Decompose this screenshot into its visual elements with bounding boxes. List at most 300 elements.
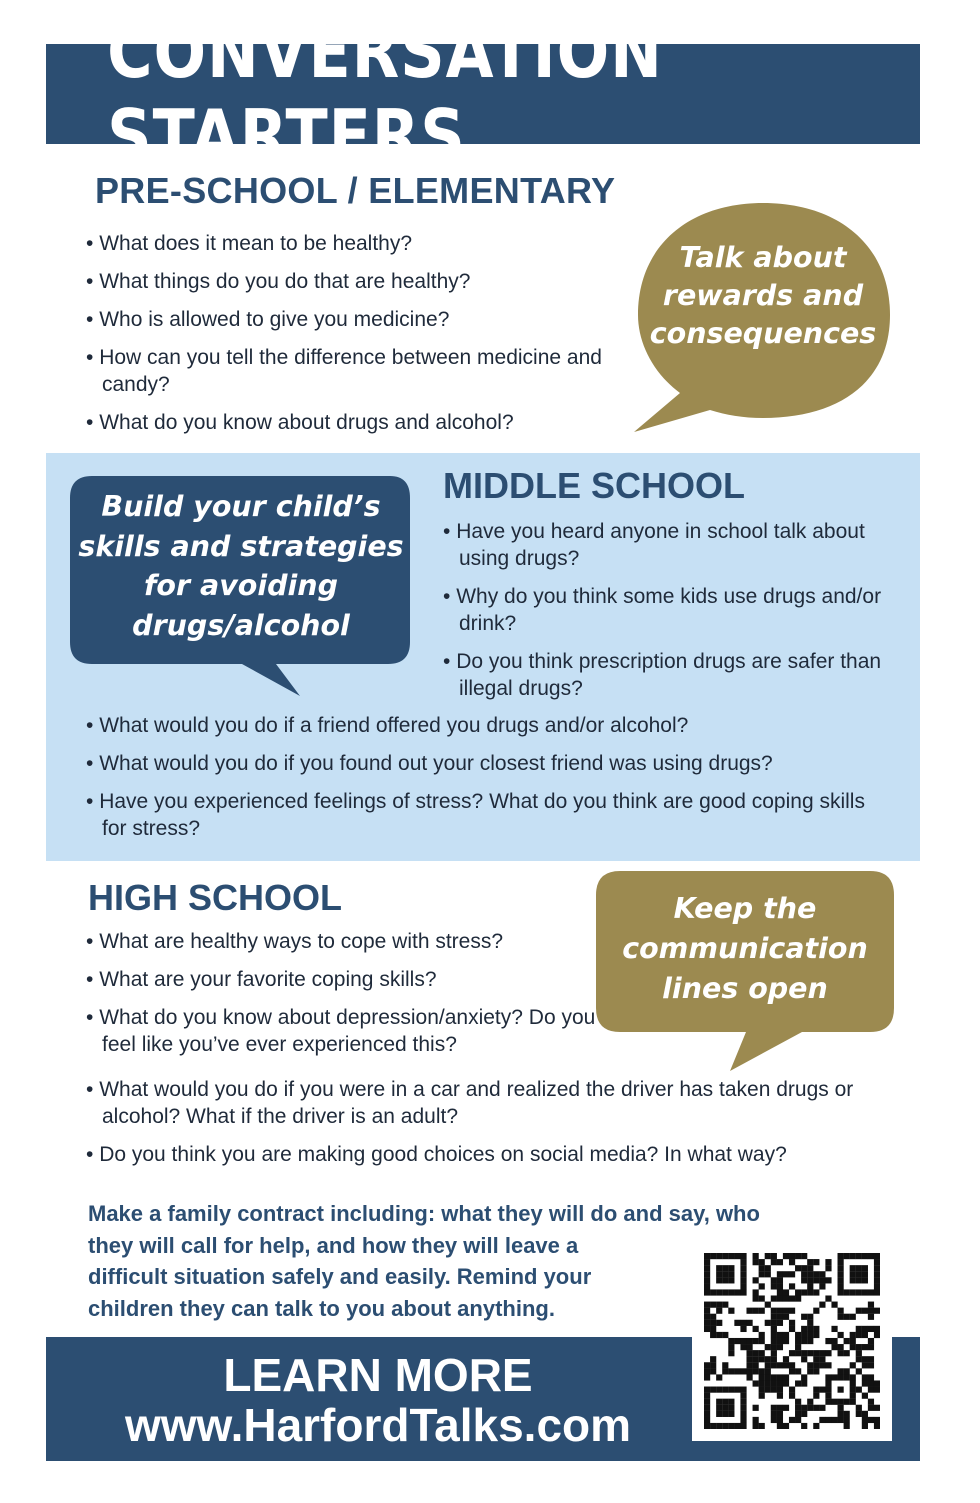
qr-module bbox=[710, 1302, 716, 1308]
qr-module bbox=[734, 1320, 740, 1326]
bubble-communication-text bbox=[596, 889, 894, 1009]
qr-module bbox=[789, 1350, 795, 1356]
qr-module bbox=[801, 1356, 807, 1362]
qr-module bbox=[813, 1326, 819, 1332]
list-item: • What would you do if a friend offered you drugs and/or alcohol? bbox=[86, 712, 896, 739]
qr-module bbox=[722, 1271, 728, 1277]
bubble-line: rewards and bbox=[662, 278, 864, 312]
qr-module bbox=[704, 1253, 710, 1259]
qr-module bbox=[771, 1362, 777, 1368]
qr-module bbox=[850, 1277, 856, 1283]
qr-module bbox=[819, 1277, 825, 1283]
list-item: • What do you know about drugs and alcohol? bbox=[86, 409, 606, 436]
qr-module bbox=[783, 1253, 789, 1259]
qr-module bbox=[777, 1374, 783, 1380]
qr-module bbox=[722, 1362, 728, 1368]
qr-module bbox=[771, 1387, 777, 1393]
qr-module bbox=[704, 1399, 710, 1405]
list-item: • What would you do if you were in a car and realized the driver has taken drugs or alcohol? What if the driver is an adult? bbox=[86, 1076, 902, 1130]
qr-module bbox=[777, 1387, 783, 1393]
bubble-line: drugs/alcohol bbox=[132, 608, 350, 642]
qr-module bbox=[874, 1253, 880, 1259]
qr-module bbox=[801, 1411, 807, 1417]
qr-module bbox=[838, 1253, 844, 1259]
qr-module bbox=[813, 1368, 819, 1374]
qr-module bbox=[777, 1320, 783, 1326]
qr-module bbox=[746, 1368, 752, 1374]
qr-module bbox=[771, 1338, 777, 1344]
qr-module bbox=[874, 1271, 880, 1277]
qr-module bbox=[710, 1423, 716, 1429]
qr-module bbox=[753, 1295, 759, 1301]
qr-module bbox=[704, 1417, 710, 1423]
qr-module bbox=[704, 1302, 710, 1308]
qr-module bbox=[734, 1253, 740, 1259]
qr-module bbox=[813, 1356, 819, 1362]
qr-module bbox=[704, 1289, 710, 1295]
qr-module bbox=[783, 1338, 789, 1344]
qr-module bbox=[807, 1368, 813, 1374]
qr-module bbox=[831, 1344, 837, 1350]
contract-line: children they can talk to you about anything. bbox=[88, 1295, 555, 1321]
qr-module bbox=[783, 1356, 789, 1362]
qr-module bbox=[856, 1350, 862, 1356]
list-item: • How can you tell the difference between medicine and candy? bbox=[86, 344, 606, 398]
qr-module bbox=[789, 1271, 795, 1277]
list-item: • Why do you think some kids use drugs and/or drink? bbox=[443, 583, 883, 637]
qr-module bbox=[795, 1253, 801, 1259]
qr-module bbox=[734, 1368, 740, 1374]
qr-module bbox=[710, 1332, 716, 1338]
list-item: • Who is allowed to give you medicine? bbox=[86, 306, 606, 333]
qr-module bbox=[807, 1362, 813, 1368]
qr-module bbox=[759, 1393, 765, 1399]
qr-module bbox=[862, 1326, 868, 1332]
qr-module bbox=[740, 1320, 746, 1326]
qr-module bbox=[813, 1387, 819, 1393]
qr-module bbox=[777, 1314, 783, 1320]
qr-module bbox=[740, 1387, 746, 1393]
qr-module bbox=[753, 1277, 759, 1283]
qr-module bbox=[716, 1387, 722, 1393]
qr-module bbox=[831, 1374, 837, 1380]
bubble-line: Keep the bbox=[673, 892, 817, 925]
qr-module bbox=[783, 1289, 789, 1295]
qr-module bbox=[813, 1423, 819, 1429]
qr-module bbox=[746, 1320, 752, 1326]
qr-module bbox=[856, 1308, 862, 1314]
qr-module bbox=[728, 1344, 734, 1350]
qr-module bbox=[850, 1271, 856, 1277]
list-item: • Have you experienced feelings of stress? What do you think are good coping skills for stress? bbox=[86, 788, 872, 842]
qr-module bbox=[777, 1283, 783, 1289]
qr-module bbox=[704, 1283, 710, 1289]
qr-module bbox=[838, 1283, 844, 1289]
qr-module bbox=[704, 1387, 710, 1393]
qr-module bbox=[740, 1326, 746, 1332]
qr-module bbox=[765, 1271, 771, 1277]
bubble-line: skills and strategies bbox=[78, 529, 404, 563]
qr-module bbox=[789, 1417, 795, 1423]
qr-module bbox=[825, 1362, 831, 1368]
qr-module bbox=[795, 1411, 801, 1417]
qr-module bbox=[862, 1344, 868, 1350]
qr-module bbox=[789, 1283, 795, 1289]
qr-module bbox=[722, 1277, 728, 1283]
qr-module bbox=[874, 1387, 880, 1393]
qr-module bbox=[868, 1374, 874, 1380]
qr-module bbox=[850, 1387, 856, 1393]
qr-module bbox=[795, 1344, 801, 1350]
qr-module bbox=[740, 1253, 746, 1259]
qr-module bbox=[722, 1423, 728, 1429]
qr-module bbox=[716, 1302, 722, 1308]
qr-module bbox=[868, 1380, 874, 1386]
qr-module bbox=[704, 1362, 710, 1368]
qr-module bbox=[771, 1350, 777, 1356]
qr-module bbox=[765, 1253, 771, 1259]
qr-module bbox=[722, 1289, 728, 1295]
qr-module bbox=[795, 1265, 801, 1271]
qr-module bbox=[765, 1387, 771, 1393]
qr-module bbox=[807, 1332, 813, 1338]
qr-module bbox=[777, 1308, 783, 1314]
qr-module bbox=[722, 1253, 728, 1259]
qr-module bbox=[801, 1326, 807, 1332]
qr-module bbox=[728, 1289, 734, 1295]
qr-module bbox=[801, 1374, 807, 1380]
qr-module bbox=[746, 1350, 752, 1356]
qr-module bbox=[868, 1338, 874, 1344]
qr-module bbox=[704, 1326, 710, 1332]
qr-module bbox=[874, 1265, 880, 1271]
qr-module bbox=[710, 1253, 716, 1259]
qr-module bbox=[777, 1380, 783, 1386]
qr-module bbox=[759, 1283, 765, 1289]
qr-module bbox=[838, 1411, 844, 1417]
qr-module bbox=[704, 1271, 710, 1277]
qr-module bbox=[777, 1405, 783, 1411]
contract-line: Make a family contract including: what they will do and say, who bbox=[88, 1201, 760, 1226]
qr-module bbox=[716, 1265, 722, 1271]
qr-module bbox=[789, 1368, 795, 1374]
qr-module bbox=[819, 1405, 825, 1411]
list-item: • What would you do if you found out your closest friend was using drugs? bbox=[86, 750, 896, 777]
qr-module bbox=[874, 1259, 880, 1265]
qr-module bbox=[734, 1338, 740, 1344]
qr-code-frame bbox=[692, 1241, 892, 1441]
qr-module bbox=[868, 1405, 874, 1411]
qr-module bbox=[819, 1283, 825, 1289]
elementary-heading: PRE-SCHOOL / ELEMENTARY bbox=[95, 170, 616, 211]
qr-module bbox=[838, 1277, 844, 1283]
qr-module bbox=[868, 1362, 874, 1368]
qr-module bbox=[807, 1314, 813, 1320]
qr-module bbox=[856, 1356, 862, 1362]
qr-module bbox=[825, 1380, 831, 1386]
qr-module bbox=[844, 1411, 850, 1417]
qr-module bbox=[728, 1308, 734, 1314]
qr-module bbox=[813, 1289, 819, 1295]
qr-module bbox=[825, 1265, 831, 1271]
qr-module bbox=[771, 1326, 777, 1332]
qr-module bbox=[783, 1308, 789, 1314]
qr-module bbox=[710, 1314, 716, 1320]
qr-module bbox=[795, 1368, 801, 1374]
qr-module bbox=[722, 1411, 728, 1417]
qr-module bbox=[789, 1362, 795, 1368]
qr-module bbox=[850, 1399, 856, 1405]
qr-module bbox=[801, 1271, 807, 1277]
qr-module bbox=[722, 1368, 728, 1374]
qr-module bbox=[795, 1399, 801, 1405]
learn-more-url[interactable]: www.HarfordTalks.com bbox=[124, 1399, 632, 1451]
qr-module bbox=[789, 1393, 795, 1399]
qr-module bbox=[807, 1271, 813, 1277]
qr-module bbox=[753, 1259, 759, 1265]
qr-module bbox=[813, 1362, 819, 1368]
qr-module bbox=[710, 1368, 716, 1374]
qr-module bbox=[819, 1302, 825, 1308]
qr-module bbox=[704, 1320, 710, 1326]
qr-module bbox=[771, 1277, 777, 1283]
qr-module bbox=[838, 1399, 844, 1405]
qr-module bbox=[874, 1326, 880, 1332]
qr-module bbox=[868, 1344, 874, 1350]
qr-module bbox=[783, 1314, 789, 1320]
list-item: • What does it mean to be healthy? bbox=[86, 230, 606, 257]
bubble-line: communication bbox=[622, 932, 868, 965]
qr-module bbox=[716, 1289, 722, 1295]
qr-module bbox=[765, 1356, 771, 1362]
qr-module bbox=[807, 1289, 813, 1295]
qr-module bbox=[716, 1277, 722, 1283]
qr-module bbox=[795, 1417, 801, 1423]
qr-module bbox=[753, 1289, 759, 1295]
qr-module bbox=[850, 1265, 856, 1271]
qr-module bbox=[777, 1332, 783, 1338]
qr-module bbox=[838, 1332, 844, 1338]
qr-module bbox=[771, 1417, 777, 1423]
qr-module bbox=[844, 1253, 850, 1259]
qr-module bbox=[868, 1399, 874, 1405]
qr-module bbox=[825, 1350, 831, 1356]
qr-module bbox=[783, 1271, 789, 1277]
qr-module bbox=[728, 1423, 734, 1429]
qr-module bbox=[789, 1326, 795, 1332]
qr-module bbox=[704, 1411, 710, 1417]
qr-module bbox=[771, 1380, 777, 1386]
qr-module bbox=[740, 1289, 746, 1295]
qr-module bbox=[862, 1362, 868, 1368]
qr-module bbox=[777, 1289, 783, 1295]
qr-module bbox=[710, 1289, 716, 1295]
qr-module bbox=[825, 1259, 831, 1265]
qr-module bbox=[801, 1289, 807, 1295]
qr-module bbox=[807, 1405, 813, 1411]
qr-module bbox=[728, 1399, 734, 1405]
qr-module bbox=[850, 1332, 856, 1338]
qr-module bbox=[862, 1380, 868, 1386]
qr-module bbox=[716, 1253, 722, 1259]
qr-module bbox=[765, 1374, 771, 1380]
qr-module bbox=[740, 1399, 746, 1405]
qr-module bbox=[716, 1423, 722, 1429]
bubble-line: consequences bbox=[649, 316, 877, 350]
qr-module bbox=[795, 1338, 801, 1344]
qr-module bbox=[825, 1295, 831, 1301]
middle-school-heading: MIDDLE SCHOOL bbox=[443, 465, 745, 506]
high-school-heading: HIGH SCHOOL bbox=[88, 877, 343, 918]
qr-module bbox=[777, 1344, 783, 1350]
middle-question-list-right bbox=[443, 518, 883, 713]
qr-module bbox=[771, 1344, 777, 1350]
qr-module bbox=[868, 1326, 874, 1332]
qr-module bbox=[838, 1308, 844, 1314]
qr-module bbox=[704, 1314, 710, 1320]
qr-module bbox=[740, 1423, 746, 1429]
qr-module bbox=[825, 1399, 831, 1405]
qr-module bbox=[838, 1289, 844, 1295]
qr-module bbox=[759, 1368, 765, 1374]
qr-module bbox=[765, 1302, 771, 1308]
list-item: • Have you heard anyone in school talk about using drugs? bbox=[443, 518, 883, 572]
qr-module bbox=[777, 1259, 783, 1265]
qr-module bbox=[807, 1399, 813, 1405]
qr-module bbox=[771, 1374, 777, 1380]
qr-module bbox=[807, 1338, 813, 1344]
qr-module bbox=[728, 1368, 734, 1374]
bubble-rewards-text bbox=[638, 238, 888, 353]
qr-module bbox=[704, 1308, 710, 1314]
qr-module bbox=[722, 1302, 728, 1308]
qr-module bbox=[862, 1265, 868, 1271]
qr-module bbox=[789, 1387, 795, 1393]
qr-module bbox=[716, 1271, 722, 1277]
qr-module bbox=[862, 1423, 868, 1429]
qr-module bbox=[740, 1271, 746, 1277]
qr-code-icon[interactable] bbox=[704, 1253, 880, 1429]
qr-module bbox=[862, 1271, 868, 1277]
qr-module bbox=[759, 1387, 765, 1393]
qr-module bbox=[771, 1356, 777, 1362]
list-item: • Do you think prescription drugs are safer than illegal drugs? bbox=[443, 648, 883, 702]
qr-module bbox=[856, 1289, 862, 1295]
qr-module bbox=[783, 1405, 789, 1411]
qr-module bbox=[740, 1368, 746, 1374]
qr-module bbox=[722, 1387, 728, 1393]
learn-more-label: LEARN MORE bbox=[223, 1349, 533, 1401]
qr-module bbox=[838, 1271, 844, 1277]
list-item: • What do you know about depression/anxiety? Do you feel like you’ve ever experienced this? bbox=[86, 1004, 606, 1058]
qr-module bbox=[801, 1405, 807, 1411]
qr-module bbox=[716, 1332, 722, 1338]
qr-module bbox=[856, 1387, 862, 1393]
qr-module bbox=[728, 1265, 734, 1271]
qr-module bbox=[850, 1344, 856, 1350]
qr-module bbox=[789, 1259, 795, 1265]
qr-module bbox=[862, 1417, 868, 1423]
qr-module bbox=[862, 1411, 868, 1417]
qr-module bbox=[856, 1326, 862, 1332]
qr-module bbox=[856, 1277, 862, 1283]
qr-module bbox=[753, 1368, 759, 1374]
qr-module bbox=[801, 1314, 807, 1320]
bubble-line: for avoiding bbox=[144, 569, 338, 602]
qr-module bbox=[801, 1380, 807, 1386]
qr-module bbox=[740, 1338, 746, 1344]
qr-module bbox=[856, 1405, 862, 1411]
qr-module bbox=[825, 1277, 831, 1283]
qr-module bbox=[759, 1338, 765, 1344]
qr-module bbox=[777, 1423, 783, 1429]
qr-module bbox=[740, 1393, 746, 1399]
qr-module bbox=[710, 1362, 716, 1368]
qr-module bbox=[716, 1405, 722, 1411]
qr-module bbox=[728, 1411, 734, 1417]
qr-module bbox=[868, 1253, 874, 1259]
qr-module bbox=[819, 1362, 825, 1368]
qr-module bbox=[850, 1253, 856, 1259]
qr-module bbox=[771, 1314, 777, 1320]
qr-module bbox=[704, 1374, 710, 1380]
qr-module bbox=[850, 1314, 856, 1320]
qr-module bbox=[722, 1399, 728, 1405]
elementary-question-list bbox=[86, 230, 606, 447]
qr-module bbox=[746, 1308, 752, 1314]
list-item: • What things do you do that are healthy? bbox=[86, 268, 606, 295]
qr-module bbox=[844, 1338, 850, 1344]
title-banner bbox=[46, 10, 920, 178]
qr-module bbox=[746, 1362, 752, 1368]
qr-module bbox=[765, 1344, 771, 1350]
qr-module bbox=[850, 1289, 856, 1295]
qr-module bbox=[838, 1417, 844, 1423]
qr-module bbox=[874, 1380, 880, 1386]
bubble-line: lines open bbox=[662, 972, 828, 1005]
qr-module bbox=[856, 1253, 862, 1259]
qr-module bbox=[868, 1417, 874, 1423]
qr-module bbox=[728, 1277, 734, 1283]
qr-module bbox=[831, 1399, 837, 1405]
qr-module bbox=[801, 1253, 807, 1259]
qr-module bbox=[844, 1289, 850, 1295]
qr-module bbox=[759, 1423, 765, 1429]
qr-module bbox=[844, 1399, 850, 1405]
qr-module bbox=[789, 1295, 795, 1301]
qr-module bbox=[838, 1259, 844, 1265]
qr-module bbox=[838, 1374, 844, 1380]
qr-module bbox=[831, 1302, 837, 1308]
qr-module bbox=[831, 1326, 837, 1332]
qr-module bbox=[807, 1320, 813, 1326]
qr-module bbox=[740, 1277, 746, 1283]
qr-module bbox=[795, 1405, 801, 1411]
qr-module bbox=[850, 1338, 856, 1344]
qr-module bbox=[856, 1411, 862, 1417]
qr-module bbox=[765, 1368, 771, 1374]
qr-module bbox=[801, 1265, 807, 1271]
qr-module bbox=[819, 1417, 825, 1423]
qr-module bbox=[844, 1374, 850, 1380]
qr-module bbox=[710, 1326, 716, 1332]
qr-module bbox=[825, 1417, 831, 1423]
list-item: • What are healthy ways to cope with stress? bbox=[86, 928, 606, 955]
qr-module bbox=[856, 1271, 862, 1277]
qr-module bbox=[728, 1338, 734, 1344]
qr-module bbox=[777, 1417, 783, 1423]
page-title: CONVERSATION STARTERS bbox=[107, 10, 663, 178]
